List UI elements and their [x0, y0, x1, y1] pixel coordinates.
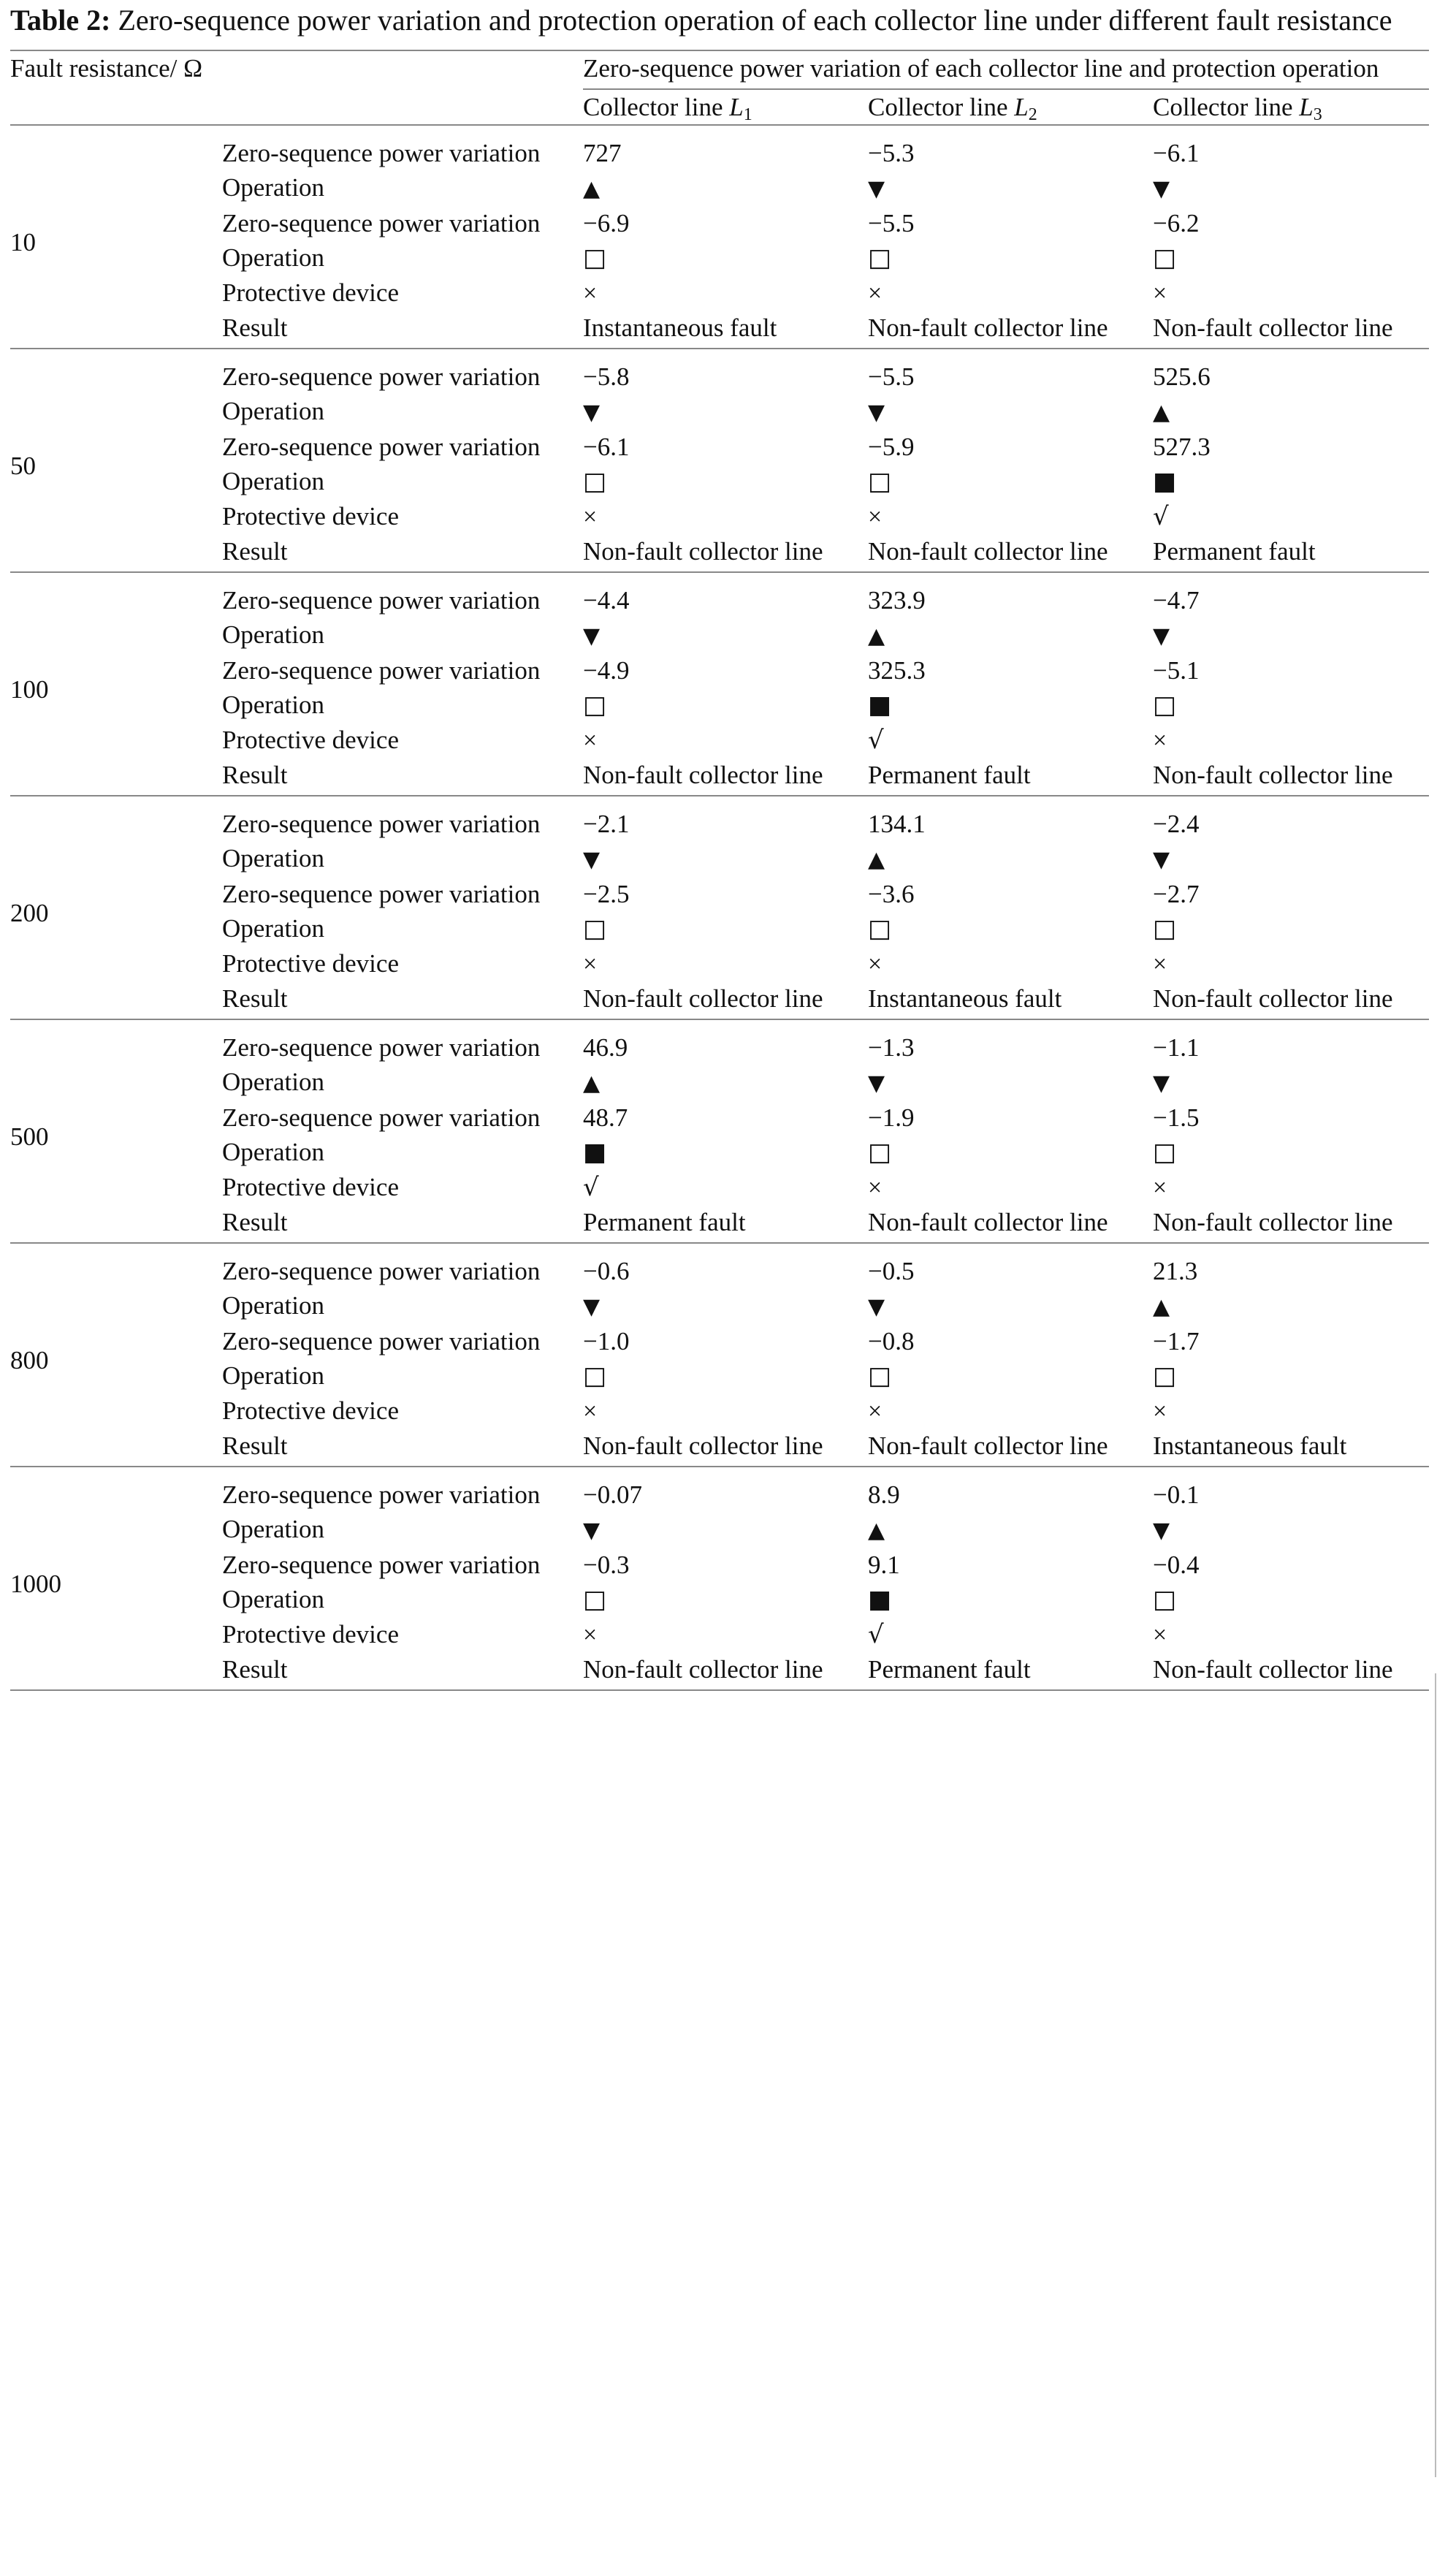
symbol-cell: [868, 946, 1153, 981]
hollow-square-icon: □: [583, 1361, 607, 1391]
table-row: [10, 1170, 1429, 1205]
symbol-cell: [868, 394, 1153, 430]
row-label: Operation: [222, 844, 324, 872]
result-cell: Non-fault collector line: [868, 1205, 1153, 1243]
symbol-cell: [583, 394, 868, 430]
cross-icon: ×: [868, 280, 883, 307]
triangle-down-icon: ▼: [1153, 1518, 1170, 1543]
value-cell: −6.1: [583, 433, 630, 461]
symbol-cell: [583, 275, 868, 311]
results-table: [10, 50, 1429, 1691]
row-label: Protective device: [222, 1396, 399, 1425]
cross-icon: ×: [868, 951, 883, 978]
table-row: [10, 841, 1429, 877]
row-label: Operation: [222, 914, 324, 943]
table-row: [10, 758, 1429, 796]
result-cell: Non-fault collector line: [1153, 981, 1429, 1019]
check-icon: √: [868, 1620, 884, 1649]
row-label: Protective device: [222, 1173, 399, 1201]
triangle-down-icon: ▼: [583, 1518, 601, 1543]
value-cell: −6.2: [1153, 209, 1200, 237]
row-label: Protective device: [222, 1620, 399, 1649]
table-row: [10, 877, 1429, 911]
value-cell: 46.9: [583, 1033, 628, 1062]
result-cell: Non-fault collector line: [1153, 758, 1429, 796]
table-row: [10, 1548, 1429, 1582]
symbol-cell: [1153, 723, 1429, 758]
value-cell: −2.4: [1153, 810, 1200, 838]
cross-icon: ×: [583, 1621, 598, 1649]
value-cell: −0.07: [583, 1480, 642, 1509]
table-row: [10, 1582, 1429, 1617]
result-cell: Non-fault collector line: [1153, 1205, 1429, 1243]
table-row: [10, 1512, 1429, 1548]
cross-icon: ×: [1153, 1398, 1167, 1425]
triangle-up-icon: ▲: [1153, 400, 1170, 425]
value-cell: −0.1: [1153, 1480, 1200, 1509]
table-row: [10, 125, 1429, 170]
table-row: [10, 617, 1429, 653]
value-cell: −5.5: [868, 362, 915, 391]
row-label: Zero-sequence power variation: [222, 810, 541, 838]
table-row: [10, 653, 1429, 688]
triangle-down-icon: ▼: [583, 400, 601, 425]
symbol-cell: [583, 723, 868, 758]
hollow-square-icon: □: [868, 243, 892, 273]
symbol-cell: [868, 911, 1153, 946]
solid-square-icon: ■: [868, 1585, 892, 1614]
table-row: [10, 430, 1429, 464]
cross-icon: ×: [1153, 1621, 1167, 1649]
symbol-cell: [868, 240, 1153, 275]
triangle-up-icon: ▲: [583, 1071, 601, 1096]
cross-icon: ×: [1153, 280, 1167, 307]
symbol-cell: [583, 1135, 868, 1170]
symbol-cell: [1153, 240, 1429, 275]
symbol-cell: [868, 1358, 1153, 1393]
row-label: Operation: [222, 1138, 324, 1166]
row-label: Operation: [222, 1361, 324, 1390]
row-label: Result: [222, 311, 583, 349]
row-label: Result: [222, 534, 583, 572]
triangle-down-icon: ▼: [868, 1294, 885, 1320]
table-row: [10, 1467, 1429, 1512]
row-label: Zero-sequence power variation: [222, 1480, 541, 1509]
value-cell: −2.1: [583, 810, 630, 838]
table-caption: [10, 0, 1429, 39]
symbol-cell: [1153, 1288, 1429, 1324]
table-body: [10, 125, 1429, 1690]
fault-resistance-value: 50: [10, 349, 222, 572]
symbol-cell: [1153, 499, 1429, 534]
symbol-cell: [583, 688, 868, 723]
table-row: [10, 572, 1429, 617]
table-row: [10, 275, 1429, 311]
triangle-up-icon: ▲: [868, 1518, 885, 1543]
table-row: [10, 1019, 1429, 1065]
header-group-title: Zero-sequence power variation of each collector line and protection operation: [583, 50, 1429, 89]
table-row: [10, 1243, 1429, 1288]
result-cell: Non-fault collector line: [583, 758, 868, 796]
row-label: Operation: [222, 691, 324, 719]
triangle-down-icon: ▼: [583, 623, 601, 649]
symbol-cell: [1153, 1582, 1429, 1617]
table-row: [10, 1065, 1429, 1100]
triangle-down-icon: ▼: [1153, 176, 1170, 202]
table-row: [10, 911, 1429, 946]
symbol-cell: [1153, 394, 1429, 430]
value-cell: −2.5: [583, 880, 630, 908]
check-icon: √: [1153, 502, 1169, 531]
value-cell: −1.7: [1153, 1327, 1200, 1355]
symbol-cell: [868, 1512, 1153, 1548]
symbol-cell: [1153, 1135, 1429, 1170]
table-row: [10, 723, 1429, 758]
symbol-cell: [583, 841, 868, 877]
table-row: [10, 1324, 1429, 1358]
value-cell: −5.8: [583, 362, 630, 391]
hollow-square-icon: □: [868, 914, 892, 943]
table-row: [10, 311, 1429, 349]
table-row: [10, 499, 1429, 534]
row-label: Zero-sequence power variation: [222, 1551, 541, 1579]
hollow-square-icon: □: [583, 1585, 607, 1614]
hollow-square-icon: □: [1153, 1585, 1177, 1614]
cross-icon: ×: [583, 280, 598, 307]
row-label: Zero-sequence power variation: [222, 1033, 541, 1062]
value-cell: 323.9: [868, 586, 926, 615]
triangle-down-icon: ▼: [868, 176, 885, 202]
value-cell: −5.9: [868, 433, 915, 461]
result-cell: Non-fault collector line: [583, 981, 868, 1019]
symbol-cell: [868, 1393, 1153, 1429]
cross-icon: ×: [583, 503, 598, 531]
symbol-cell: [868, 1065, 1153, 1100]
row-label: Result: [222, 758, 583, 796]
table-row: [10, 796, 1429, 841]
table-row: [10, 1205, 1429, 1243]
value-cell: −1.5: [1153, 1103, 1200, 1132]
row-label: Operation: [222, 173, 324, 202]
triangle-up-icon: ▲: [868, 623, 885, 649]
row-label: Zero-sequence power variation: [222, 139, 541, 167]
symbol-cell: [1153, 464, 1429, 499]
value-cell: 727: [583, 139, 622, 167]
row-label: Operation: [222, 1068, 324, 1096]
fault-resistance-value: 1000: [10, 1467, 222, 1690]
cross-icon: ×: [868, 1398, 883, 1425]
symbol-cell: [583, 1358, 868, 1393]
table-row: [10, 240, 1429, 275]
result-cell: Non-fault collector line: [868, 311, 1153, 349]
cross-icon: ×: [1153, 951, 1167, 978]
symbol-cell: [1153, 1393, 1429, 1429]
symbol-cell: [1153, 688, 1429, 723]
value-cell: −1.9: [868, 1103, 915, 1132]
triangle-down-icon: ▼: [1153, 847, 1170, 872]
hollow-square-icon: □: [1153, 243, 1177, 273]
table-row: [10, 1100, 1429, 1135]
value-cell: −1.3: [868, 1033, 915, 1062]
row-label: Result: [222, 1652, 583, 1690]
symbol-cell: [583, 464, 868, 499]
symbol-cell: [1153, 911, 1429, 946]
table-row: [10, 1652, 1429, 1690]
symbol-cell: [583, 499, 868, 534]
result-cell: Permanent fault: [868, 758, 1153, 796]
row-label: Result: [222, 1429, 583, 1467]
header-row-1: [10, 50, 1429, 89]
result-cell: Instantaneous fault: [1153, 1429, 1429, 1467]
value-cell: −1.0: [583, 1327, 630, 1355]
cross-icon: ×: [583, 951, 598, 978]
row-label: Zero-sequence power variation: [222, 586, 541, 615]
result-cell: Non-fault collector line: [583, 534, 868, 572]
caption-label: Table 2:: [10, 4, 111, 37]
value-cell: −4.4: [583, 586, 630, 615]
result-cell: Non-fault collector line: [1153, 311, 1429, 349]
value-cell: −4.7: [1153, 586, 1200, 615]
value-cell: −0.3: [583, 1551, 630, 1579]
hollow-square-icon: □: [583, 467, 607, 496]
result-cell: Instantaneous fault: [583, 311, 868, 349]
row-label: Operation: [222, 243, 324, 272]
symbol-cell: [868, 1170, 1153, 1205]
result-cell: Instantaneous fault: [868, 981, 1153, 1019]
value-cell: −5.3: [868, 139, 915, 167]
row-label: Protective device: [222, 502, 399, 531]
cross-icon: ×: [583, 727, 598, 754]
symbol-cell: [583, 240, 868, 275]
row-label: Zero-sequence power variation: [222, 1327, 541, 1355]
value-cell: 325.3: [868, 656, 926, 685]
value-cell: −0.8: [868, 1327, 915, 1355]
cross-icon: ×: [1153, 1174, 1167, 1201]
table-row: [10, 1135, 1429, 1170]
row-label: Operation: [222, 1585, 324, 1613]
hollow-square-icon: □: [583, 914, 607, 943]
symbol-cell: [868, 688, 1153, 723]
symbol-cell: [868, 1617, 1153, 1652]
symbol-cell: [583, 946, 868, 981]
value-cell: −1.1: [1153, 1033, 1200, 1062]
row-label: Zero-sequence power variation: [222, 433, 541, 461]
result-cell: Non-fault collector line: [868, 1429, 1153, 1467]
solid-square-icon: ■: [868, 691, 892, 720]
symbol-cell: [1153, 946, 1429, 981]
triangle-down-icon: ▼: [868, 400, 885, 425]
triangle-up-icon: ▲: [1153, 1294, 1170, 1320]
table-row: [10, 170, 1429, 206]
symbol-cell: [583, 911, 868, 946]
symbol-cell: [868, 617, 1153, 653]
table-row: [10, 1288, 1429, 1324]
value-cell: 134.1: [868, 810, 926, 838]
fault-resistance-value: 100: [10, 572, 222, 796]
hollow-square-icon: □: [1153, 691, 1177, 720]
header-blank: [222, 50, 583, 125]
symbol-cell: [1153, 617, 1429, 653]
cross-icon: ×: [868, 1174, 883, 1201]
value-cell: 9.1: [868, 1551, 900, 1579]
row-label: Protective device: [222, 949, 399, 978]
symbol-cell: [583, 617, 868, 653]
value-cell: 48.7: [583, 1103, 628, 1132]
hollow-square-icon: □: [868, 1361, 892, 1391]
row-label: Operation: [222, 467, 324, 495]
table-row: [10, 1429, 1429, 1467]
row-label: Protective device: [222, 726, 399, 754]
symbol-cell: [1153, 1358, 1429, 1393]
symbol-cell: [1153, 1512, 1429, 1548]
cross-icon: ×: [583, 1398, 598, 1425]
value-cell: 21.3: [1153, 1257, 1198, 1285]
row-label: Zero-sequence power variation: [222, 880, 541, 908]
check-icon: √: [868, 726, 884, 755]
symbol-cell: [1153, 841, 1429, 877]
row-label: Zero-sequence power variation: [222, 209, 541, 237]
value-cell: −4.9: [583, 656, 630, 685]
table-row: [10, 394, 1429, 430]
result-cell: Non-fault collector line: [583, 1429, 868, 1467]
row-label: Operation: [222, 397, 324, 425]
symbol-cell: [583, 1393, 868, 1429]
value-cell: −0.5: [868, 1257, 915, 1285]
solid-square-icon: ■: [583, 1138, 607, 1167]
table-row: [10, 688, 1429, 723]
value-cell: −6.1: [1153, 139, 1200, 167]
row-label: Protective device: [222, 278, 399, 307]
row-label: Zero-sequence power variation: [222, 1103, 541, 1132]
symbol-cell: [583, 1512, 868, 1548]
symbol-cell: [868, 1582, 1153, 1617]
cross-icon: ×: [868, 503, 883, 531]
value-cell: 527.3: [1153, 433, 1211, 461]
result-cell: Permanent fault: [1153, 534, 1429, 572]
symbol-cell: [868, 1288, 1153, 1324]
result-cell: Non-fault collector line: [1153, 1652, 1429, 1690]
value-cell: 525.6: [1153, 362, 1211, 391]
row-label: Zero-sequence power variation: [222, 362, 541, 391]
value-cell: −0.6: [583, 1257, 630, 1285]
table-row: [10, 1617, 1429, 1652]
value-cell: 8.9: [868, 1480, 900, 1509]
caption-text: Zero-sequence power variation and protection operation of each collector line under different fault resistance: [118, 4, 1392, 37]
symbol-cell: [868, 1135, 1153, 1170]
symbol-cell: [868, 499, 1153, 534]
value-cell: −2.7: [1153, 880, 1200, 908]
symbol-cell: [583, 1617, 868, 1652]
triangle-up-icon: ▲: [868, 847, 885, 872]
row-label: Operation: [222, 620, 324, 649]
symbol-cell: [1153, 1065, 1429, 1100]
row-label: Zero-sequence power variation: [222, 1257, 541, 1285]
fault-resistance-value: 200: [10, 796, 222, 1019]
symbol-cell: [868, 170, 1153, 206]
header-fault-resistance: Fault resistance/ Ω: [10, 50, 222, 125]
symbol-cell: [583, 1288, 868, 1324]
table-row: [10, 349, 1429, 394]
symbol-cell: [583, 1170, 868, 1205]
triangle-down-icon: ▼: [868, 1071, 885, 1096]
triangle-up-icon: ▲: [583, 176, 601, 202]
symbol-cell: [868, 841, 1153, 877]
hollow-square-icon: □: [583, 691, 607, 720]
value-cell: −5.5: [868, 209, 915, 237]
symbol-cell: [1153, 170, 1429, 206]
fault-resistance-value: 800: [10, 1243, 222, 1467]
check-icon: √: [583, 1173, 599, 1202]
table-row: [10, 1393, 1429, 1429]
symbol-cell: [583, 1582, 868, 1617]
header-col-line-3: Collector line $L_3$: [1153, 89, 1429, 125]
symbol-cell: [1153, 275, 1429, 311]
value-cell: −0.4: [1153, 1551, 1200, 1579]
table-row: [10, 464, 1429, 499]
result-cell: Permanent fault: [583, 1205, 868, 1243]
cross-icon: ×: [1153, 727, 1167, 754]
row-label: Operation: [222, 1291, 324, 1320]
row-label: Result: [222, 981, 583, 1019]
symbol-cell: [868, 275, 1153, 311]
header-col-line-2: Collector line $L_2$: [868, 89, 1153, 125]
fault-resistance-value: 500: [10, 1019, 222, 1243]
hollow-square-icon: □: [1153, 914, 1177, 943]
row-label: Zero-sequence power variation: [222, 656, 541, 685]
symbol-cell: [1153, 1170, 1429, 1205]
symbol-cell: [583, 1065, 868, 1100]
result-cell: Non-fault collector line: [868, 534, 1153, 572]
solid-square-icon: ■: [1153, 467, 1177, 496]
result-cell: Non-fault collector line: [583, 1652, 868, 1690]
table-row: [10, 946, 1429, 981]
hollow-square-icon: □: [868, 1138, 892, 1167]
hollow-square-icon: □: [1153, 1361, 1177, 1391]
hollow-square-icon: □: [1153, 1138, 1177, 1167]
fault-resistance-value: 10: [10, 125, 222, 349]
table-row: [10, 206, 1429, 240]
value-cell: −3.6: [868, 880, 915, 908]
table-row: [10, 981, 1429, 1019]
symbol-cell: [868, 723, 1153, 758]
symbol-cell: [583, 170, 868, 206]
page-edge-rule: [1435, 1673, 1436, 2477]
document-page: [10, 0, 1442, 2559]
hollow-square-icon: □: [583, 243, 607, 273]
result-cell: Permanent fault: [868, 1652, 1153, 1690]
symbol-cell: [868, 464, 1153, 499]
value-cell: −5.1: [1153, 656, 1200, 685]
triangle-down-icon: ▼: [583, 1294, 601, 1320]
row-label: Operation: [222, 1515, 324, 1543]
triangle-down-icon: ▼: [1153, 623, 1170, 649]
table-row: [10, 1358, 1429, 1393]
symbol-cell: [1153, 1617, 1429, 1652]
hollow-square-icon: □: [868, 467, 892, 496]
value-cell: −6.9: [583, 209, 630, 237]
row-label: Result: [222, 1205, 583, 1243]
header-col-line-1: Collector line $L_1$: [583, 89, 868, 125]
triangle-down-icon: ▼: [583, 847, 601, 872]
triangle-down-icon: ▼: [1153, 1071, 1170, 1096]
table-row: [10, 534, 1429, 572]
